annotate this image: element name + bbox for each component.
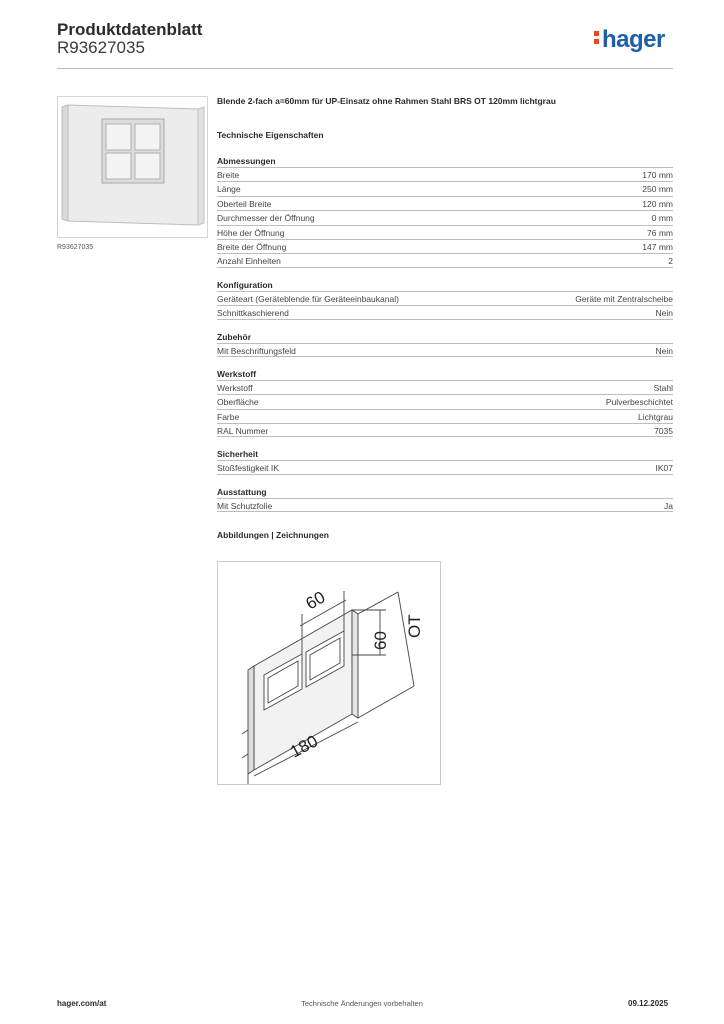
- spec-section: [217, 279, 673, 320]
- spec-label: RAL Nummer: [217, 426, 269, 437]
- spec-value: Lichtgrau: [638, 411, 673, 422]
- spec-section: [217, 331, 673, 357]
- header-divider: [57, 68, 673, 69]
- spec-value: 76 mm: [647, 227, 673, 238]
- spec-label: Anzahl Einheiten: [217, 256, 281, 267]
- spec-value: Nein: [655, 308, 673, 319]
- product-image: [57, 96, 208, 238]
- technical-drawing: [217, 561, 441, 785]
- spec-row: [217, 167, 673, 181]
- spec-value: Stahl: [653, 382, 673, 393]
- spec-row: [217, 210, 673, 224]
- tech-heading: Technische Eigenschaften: [217, 130, 324, 140]
- spec-section: [217, 368, 673, 438]
- section-title: Konfiguration: [217, 279, 273, 290]
- spec-value: 147 mm: [642, 241, 673, 252]
- dim-label-height: 60: [371, 631, 390, 650]
- spec-label: Farbe: [217, 411, 240, 422]
- spec-label: Oberfläche: [217, 397, 259, 408]
- spec-row: [217, 305, 673, 319]
- spec-value: 0 mm: [651, 213, 673, 224]
- spec-row: [217, 380, 673, 394]
- spec-label: Mit Schutzfolie: [217, 500, 273, 511]
- spec-row: [217, 343, 673, 357]
- spec-row: [217, 409, 673, 423]
- spec-label: Durchmesser der Öffnung: [217, 213, 315, 224]
- dim-label-length: 180: [286, 731, 321, 762]
- dim-label-width: 60: [302, 587, 329, 614]
- section-title: Abmessungen: [217, 156, 276, 166]
- section-title: Werkstoff: [217, 368, 257, 379]
- spec-row: [217, 253, 673, 267]
- spec-row: [217, 498, 673, 512]
- image-caption: R93627035: [57, 244, 94, 251]
- section-title: Zubehör: [217, 331, 251, 342]
- spec-row: [217, 239, 673, 253]
- spec-value: 250 mm: [642, 184, 673, 195]
- spec-row: [217, 460, 673, 474]
- spec-row: [217, 394, 673, 408]
- spec-label: Geräteart (Geräteblende für Geräteeinbaukanal): [217, 293, 399, 304]
- product-title: Blende 2-fach a=60mm für UP-Einsatz ohne Rahmen Stahl BRS OT 120mm lichtgrau: [217, 96, 556, 106]
- spec-label: Oberteil Breite: [217, 198, 272, 209]
- header-title: Produktdatenblatt: [57, 20, 203, 39]
- footer-date: 09.12.2025: [628, 999, 669, 1008]
- spec-label: Höhe der Öffnung: [217, 227, 285, 238]
- spec-value: Geräte mit Zentralscheibe: [575, 293, 673, 304]
- spec-label: Länge: [217, 184, 241, 195]
- spec-row: [217, 225, 673, 239]
- spec-value: Ja: [664, 500, 673, 511]
- spec-section: [217, 486, 673, 512]
- spec-row: [217, 423, 673, 437]
- spec-label: Mit Beschriftungsfeld: [217, 345, 296, 356]
- section-title: Ausstattung: [217, 486, 267, 497]
- spec-sections: [217, 155, 673, 512]
- spec-section: [217, 155, 673, 268]
- dimension-drawing-icon: [218, 562, 440, 784]
- product-plate-icon: [58, 97, 207, 237]
- spec-label: Breite: [217, 170, 240, 180]
- spec-label: Stoßfestigkeit IK: [217, 463, 279, 474]
- spec-label: Schnittkaschierend: [217, 308, 289, 319]
- footer-website[interactable]: hager.com/at: [57, 999, 107, 1008]
- spec-value: 120 mm: [642, 198, 673, 209]
- spec-label: Breite der Öffnung: [217, 241, 287, 252]
- footer-note: Technische Änderungen vorbehalten: [301, 999, 423, 1008]
- content-area: [217, 96, 673, 540]
- spec-row: [217, 291, 673, 305]
- spec-value: 7035: [654, 426, 673, 437]
- figures-title: Abbildungen | Zeichnungen: [217, 530, 329, 541]
- spec-row: [217, 196, 673, 210]
- dim-label-ot: OT: [405, 614, 424, 638]
- spec-row: [217, 181, 673, 195]
- spec-value: 2: [668, 256, 673, 267]
- spec-value: 170 mm: [642, 170, 673, 180]
- spec-section: [217, 448, 673, 474]
- spec-label: Werkstoff: [217, 382, 253, 393]
- logo-text: hager: [602, 26, 665, 53]
- spec-value: Pulverbeschichtet: [605, 397, 673, 408]
- spec-value: IK07: [655, 463, 673, 474]
- logo-dots-icon: [594, 31, 600, 44]
- section-title: Sicherheit: [217, 449, 259, 460]
- product-code: R93627035: [57, 38, 145, 57]
- spec-value: Nein: [655, 345, 673, 356]
- hager-logo: [594, 26, 665, 54]
